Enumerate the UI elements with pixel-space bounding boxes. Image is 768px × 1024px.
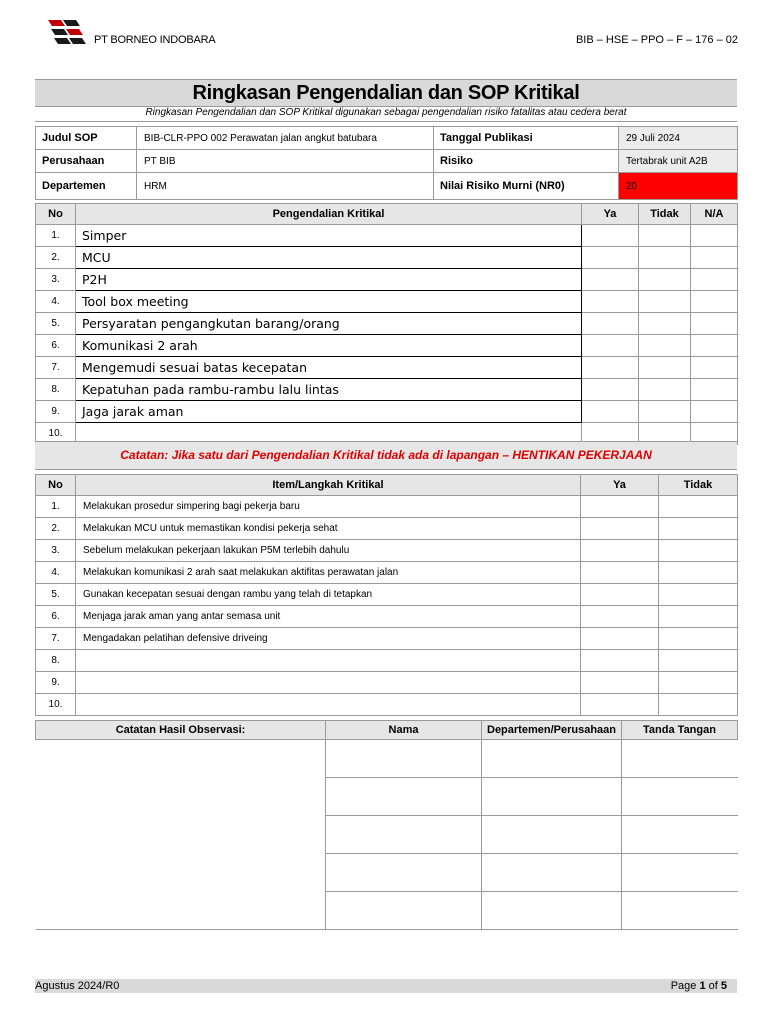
step-text: Menjaga jarak aman yang antar semasa unit: [76, 606, 581, 628]
control-text: Simper: [76, 225, 582, 247]
perusahaan-value: PT BIB: [137, 150, 434, 173]
judul-sop-value: BIB-CLR-PPO 002 Perawatan jalan angkut batubara: [137, 127, 434, 150]
row-number: 7.: [36, 357, 76, 379]
tidak-checkbox-cell[interactable]: [659, 628, 738, 650]
tidak-checkbox-cell[interactable]: [659, 694, 738, 716]
controls-header-no: No: [36, 204, 76, 225]
table-row: [36, 291, 738, 313]
step-text: Melakukan MCU untuk memastikan kondisi pekerja sehat: [76, 518, 581, 540]
control-text: Tool box meeting: [76, 291, 582, 313]
row-number: 1.: [36, 225, 76, 247]
ya-checkbox-cell[interactable]: [582, 225, 639, 247]
table-row: [36, 313, 738, 335]
nama-field[interactable]: [326, 854, 482, 892]
perusahaan-label: Perusahaan: [36, 150, 137, 173]
departemen-field[interactable]: [482, 778, 622, 816]
control-text: Jaga jarak aman: [76, 401, 582, 423]
table-row: [36, 694, 738, 716]
nama-field[interactable]: [326, 740, 482, 778]
table-row: [36, 401, 738, 423]
row-number: 9.: [36, 672, 76, 694]
observation-header-tanda-tangan: Tanda Tangan: [622, 721, 738, 740]
row-number: 5.: [36, 584, 76, 606]
control-text: Komunikasi 2 arah: [76, 335, 582, 357]
row-number: 6.: [36, 606, 76, 628]
tidak-checkbox-cell[interactable]: [639, 291, 691, 313]
signature-field[interactable]: [622, 892, 738, 930]
ya-checkbox-cell[interactable]: [582, 269, 639, 291]
ya-checkbox-cell[interactable]: [582, 335, 639, 357]
table-row: [36, 518, 738, 540]
tidak-checkbox-cell[interactable]: [639, 225, 691, 247]
page-indicator: Page 1 of 5: [670, 980, 727, 992]
judul-sop-label: Judul SOP: [36, 127, 137, 150]
table-row: [36, 357, 738, 379]
table-row: [36, 584, 738, 606]
row-number: 4.: [36, 291, 76, 313]
tidak-checkbox-cell[interactable]: [659, 518, 738, 540]
na-checkbox-cell[interactable]: [691, 335, 738, 357]
company-logo: [48, 18, 218, 48]
tanggal-publikasi-label: Tanggal Publikasi: [434, 127, 619, 150]
table-row: [36, 269, 738, 291]
controls-header-pengendalian: Pengendalian Kritikal: [76, 204, 582, 225]
ya-checkbox-cell[interactable]: [581, 650, 659, 672]
departemen-field[interactable]: [482, 816, 622, 854]
ya-checkbox-cell[interactable]: [581, 540, 659, 562]
departemen-value: HRM: [137, 173, 434, 200]
step-text: Sebelum melakukan pekerjaan lakukan P5M terlebih dahulu: [76, 540, 581, 562]
nama-field[interactable]: [326, 816, 482, 854]
tidak-checkbox-cell[interactable]: [639, 269, 691, 291]
document-number: BIB – HSE – PPO – F – 176 – 02: [575, 34, 738, 46]
signature-field[interactable]: [622, 816, 738, 854]
ya-checkbox-cell[interactable]: [581, 518, 659, 540]
na-checkbox-cell[interactable]: [691, 401, 738, 423]
ya-checkbox-cell[interactable]: [581, 606, 659, 628]
signature-field[interactable]: [622, 854, 738, 892]
observation-header-departemen: Departemen/Perusahaan: [482, 721, 622, 740]
table-row: [36, 225, 738, 247]
step-text: Melakukan prosedur simpering bagi pekerja baru: [76, 496, 581, 518]
departemen-field[interactable]: [482, 892, 622, 930]
critical-controls-table: [35, 203, 738, 445]
ya-checkbox-cell[interactable]: [581, 584, 659, 606]
row-number: 3.: [36, 269, 76, 291]
controls-header-ya: Ya: [582, 204, 639, 225]
ya-checkbox-cell[interactable]: [582, 357, 639, 379]
row-number: 2.: [36, 518, 76, 540]
step-text: [76, 650, 581, 672]
tanggal-publikasi-value: 29 Juli 2024: [619, 127, 738, 150]
table-row: [36, 606, 738, 628]
step-text: Gunakan kecepatan sesuai dengan rambu yang telah di tetapkan: [76, 584, 581, 606]
ya-checkbox-cell[interactable]: [581, 672, 659, 694]
tidak-checkbox-cell[interactable]: [659, 540, 738, 562]
tidak-checkbox-cell[interactable]: [659, 562, 738, 584]
ya-checkbox-cell[interactable]: [582, 313, 639, 335]
row-number: 8.: [36, 650, 76, 672]
na-checkbox-cell[interactable]: [691, 247, 738, 269]
company-name: PT BORNEO INDOBARA: [94, 34, 216, 46]
tidak-checkbox-cell[interactable]: [639, 247, 691, 269]
page-title: Ringkasan Pengendalian dan SOP Kritikal: [35, 79, 737, 107]
step-text: Mengadakan pelatihan defensive driveing: [76, 628, 581, 650]
table-row: [36, 496, 738, 518]
steps-header-no: No: [36, 475, 76, 496]
ya-checkbox-cell[interactable]: [582, 291, 639, 313]
row-number: 10.: [36, 423, 76, 445]
table-row: [36, 335, 738, 357]
step-text: [76, 672, 581, 694]
ya-checkbox-cell[interactable]: [582, 379, 639, 401]
page-footer: [35, 979, 737, 993]
tidak-checkbox-cell[interactable]: [639, 379, 691, 401]
step-text: Melakukan komunikasi 2 arah saat melakukan aktifitas perawatan jalan: [76, 562, 581, 584]
risiko-label: Risiko: [434, 150, 619, 173]
tidak-checkbox-cell[interactable]: [659, 584, 738, 606]
table-row: [36, 247, 738, 269]
row-number: 8.: [36, 379, 76, 401]
na-checkbox-cell[interactable]: [691, 291, 738, 313]
signature-field[interactable]: [622, 778, 738, 816]
nama-field[interactable]: [326, 892, 482, 930]
departemen-label: Departemen: [36, 173, 137, 200]
row-number: 9.: [36, 401, 76, 423]
tidak-checkbox-cell[interactable]: [659, 606, 738, 628]
ya-checkbox-cell[interactable]: [582, 247, 639, 269]
company-logo-icon: [48, 18, 94, 48]
tidak-checkbox-cell[interactable]: [659, 672, 738, 694]
footer-revision: Agustus 2024/R0: [35, 980, 120, 992]
nilai-risiko-label: Nilai Risiko Murni (NR0): [434, 173, 619, 200]
ya-checkbox-cell[interactable]: [581, 496, 659, 518]
row-number: 7.: [36, 628, 76, 650]
tidak-checkbox-cell[interactable]: [639, 313, 691, 335]
observation-header-nama: Nama: [326, 721, 482, 740]
row-number: 4.: [36, 562, 76, 584]
control-text: Kepatuhan pada rambu-rambu lalu lintas: [76, 379, 582, 401]
tidak-checkbox-cell[interactable]: [639, 401, 691, 423]
critical-steps-table: [35, 474, 738, 716]
control-text: P2H: [76, 269, 582, 291]
row-number: 5.: [36, 313, 76, 335]
tidak-checkbox-cell[interactable]: [639, 357, 691, 379]
stop-work-note: Catatan: Jika satu dari Pengendalian Kritikal tidak ada di lapangan – HENTIKAN PEKERJAAN: [35, 441, 737, 470]
row-number: 10.: [36, 694, 76, 716]
risiko-value: Tertabrak unit A2B: [619, 150, 738, 173]
steps-header-item: Item/Langkah Kritikal: [76, 475, 581, 496]
page-subtitle: Ringkasan Pengendalian dan SOP Kritikal digunakan sebagai pengendalian risiko fatalitas atau cedera berat: [145, 107, 627, 118]
na-checkbox-cell[interactable]: [691, 379, 738, 401]
controls-header-tidak: Tidak: [639, 204, 691, 225]
steps-header-tidak: Tidak: [659, 475, 738, 496]
observation-table: [35, 720, 738, 930]
table-row: [36, 672, 738, 694]
sop-info-table: [35, 126, 738, 200]
na-checkbox-cell[interactable]: [691, 225, 738, 247]
na-checkbox-cell[interactable]: [691, 357, 738, 379]
signature-field[interactable]: [622, 740, 738, 778]
departemen-field[interactable]: [482, 854, 622, 892]
control-text: Persyaratan pengangkutan barang/orang: [76, 313, 582, 335]
ya-checkbox-cell[interactable]: [581, 694, 659, 716]
departemen-field[interactable]: [482, 740, 622, 778]
observation-notes-field[interactable]: [36, 740, 326, 930]
control-text: MCU: [76, 247, 582, 269]
table-row: [36, 628, 738, 650]
controls-header-na: N/A: [691, 204, 738, 225]
nilai-risiko-value: 20: [619, 173, 738, 200]
control-text: Mengemudi sesuai batas kecepatan: [76, 357, 582, 379]
ya-checkbox-cell[interactable]: [581, 628, 659, 650]
steps-header-ya: Ya: [581, 475, 659, 496]
table-row: [36, 650, 738, 672]
nama-field[interactable]: [326, 778, 482, 816]
ya-checkbox-cell[interactable]: [582, 401, 639, 423]
row-number: 3.: [36, 540, 76, 562]
observation-header-notes: Catatan Hasil Observasi:: [36, 721, 326, 740]
tidak-checkbox-cell[interactable]: [659, 496, 738, 518]
tidak-checkbox-cell[interactable]: [639, 335, 691, 357]
na-checkbox-cell[interactable]: [691, 313, 738, 335]
step-text: [76, 694, 581, 716]
row-number: 2.: [36, 247, 76, 269]
table-row: [36, 540, 738, 562]
row-number: 1.: [36, 496, 76, 518]
row-number: 6.: [36, 335, 76, 357]
divider: [35, 121, 737, 122]
ya-checkbox-cell[interactable]: [581, 562, 659, 584]
na-checkbox-cell[interactable]: [691, 269, 738, 291]
table-row: [36, 562, 738, 584]
table-row: [36, 379, 738, 401]
tidak-checkbox-cell[interactable]: [659, 650, 738, 672]
